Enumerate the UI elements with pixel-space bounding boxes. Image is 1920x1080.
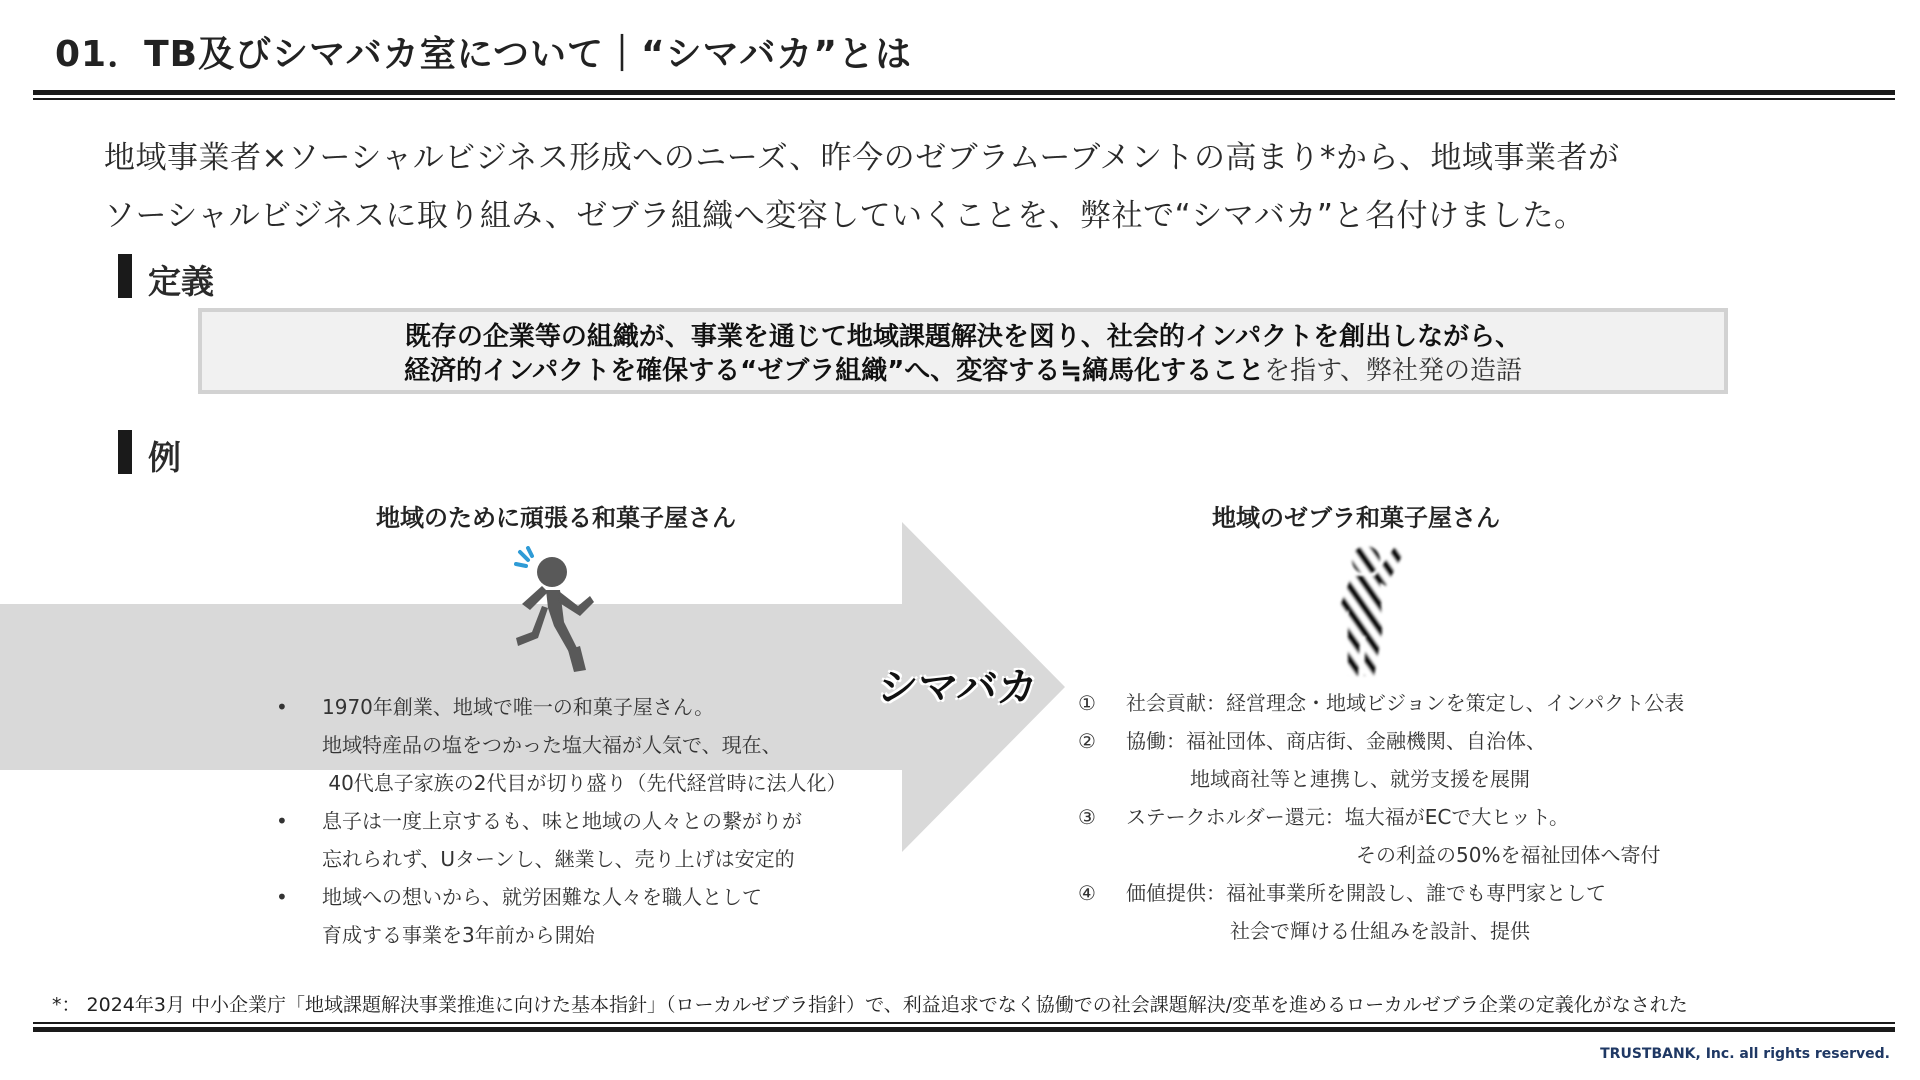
footer-rule-thin: [33, 1022, 1895, 1024]
number-marker: ②: [1078, 729, 1096, 753]
definition-section-bar: [118, 254, 132, 298]
right-column-heading: 地域のゼブラ和菓子屋さん: [1212, 504, 1500, 532]
definition-label: 定義: [148, 262, 214, 301]
shimabaka-arrow-label: シマバカ: [875, 665, 1040, 711]
list-item: • 地域への想いから、就労困難な人々を職人として: [272, 878, 847, 916]
definition-line-2: [202, 354, 1724, 388]
running-person-icon: [508, 546, 598, 676]
zebra-striped-person-icon: [1330, 540, 1410, 680]
list-item-continuation: 40代息子家族の2代目が切り盛り（先代経営時に法人化）: [322, 771, 847, 795]
number-marker: ④: [1078, 881, 1096, 905]
example-label: 例: [148, 438, 181, 477]
left-column-heading: 地域のために頑張る和菓子屋さん: [376, 504, 736, 532]
bullet-dot: •: [276, 695, 288, 719]
list-item: ② 協働：福祉団体、商店街、金融機関、自治体、: [1078, 722, 1684, 760]
intro-line-1: 地域事業者×ソーシャルビジネス形成へのニーズ、昨今のゼブラムーブメントの高まり*から、地域事業者が: [104, 140, 1620, 176]
list-item-continuation: 社会で輝ける仕組みを設計、提供: [1230, 919, 1530, 943]
list-item: • 息子は一度上京するも、味と地域の人々との繋がりが: [272, 802, 847, 840]
copyright: TRUSTBANK, Inc. all rights reserved.: [1600, 1046, 1890, 1062]
number-marker: ①: [1078, 691, 1096, 715]
footer-rule-thick: [33, 1027, 1895, 1032]
header-rule-thick: [33, 90, 1895, 95]
list-item: ① 社会貢献：経営理念・地域ビジョンを策定し、インパクト公表: [1078, 684, 1684, 722]
list-item: ③ ステークホルダー還元：塩大福がECで大ヒット。: [1078, 798, 1684, 836]
page-title: 01．TB及びシマバカ室について｜“シマバカ”とは: [55, 34, 912, 75]
list-item-continuation: 地域商社等と連携し、就労支援を展開: [1190, 767, 1530, 791]
list-item: • 1970年創業、地域で唯一の和菓子屋さん。: [272, 688, 847, 726]
example-section-bar: [118, 430, 132, 474]
definition-line-2-rest: を指す、弊社発の造語: [1264, 356, 1523, 386]
footnote: *： 2024年3月 中小企業庁「地域課題解決事業推進に向けた基本指針」（ローカルゼブラ指針）で、利益追求でなく協働での社会課題解決/変革を進めるローカルゼブラ企業の定義化がなされた: [52, 994, 1688, 1016]
bullet-dot: •: [276, 809, 288, 833]
list-item: ④ 価値提供：福祉事業所を開設し、誰でも専門家として: [1078, 874, 1684, 912]
list-item-continuation: 忘れられず、Uターンし、継業し、売り上げは安定的: [322, 847, 795, 871]
left-bullet-list: [272, 688, 847, 954]
list-item-continuation: その利益の50%を福祉団体へ寄付: [1356, 843, 1661, 867]
list-item-continuation: 地域特産品の塩をつかった塩大福が人気で、現在、: [322, 733, 782, 757]
intro-line-2: ソーシャルビジネスに取り組み、ゼブラ組織へ変容していくことを、弊社で“シマバカ”と名付けました。: [104, 198, 1586, 234]
definition-line-1: 既存の企業等の組織が、事業を通じて地域課題解決を図り、社会的インパクトを創出しながら、: [404, 322, 1522, 352]
number-marker: ③: [1078, 805, 1096, 829]
bullet-dot: •: [276, 885, 288, 909]
definition-box: [198, 308, 1728, 394]
right-numbered-list: [1078, 684, 1684, 950]
list-item-continuation: 育成する事業を3年前から開始: [322, 923, 595, 947]
definition-line-2-bold: 経済的インパクトを確保する“ゼブラ組織”へ、変容する≒縞馬化すること: [403, 356, 1265, 386]
header-rule-thin: [33, 98, 1895, 100]
